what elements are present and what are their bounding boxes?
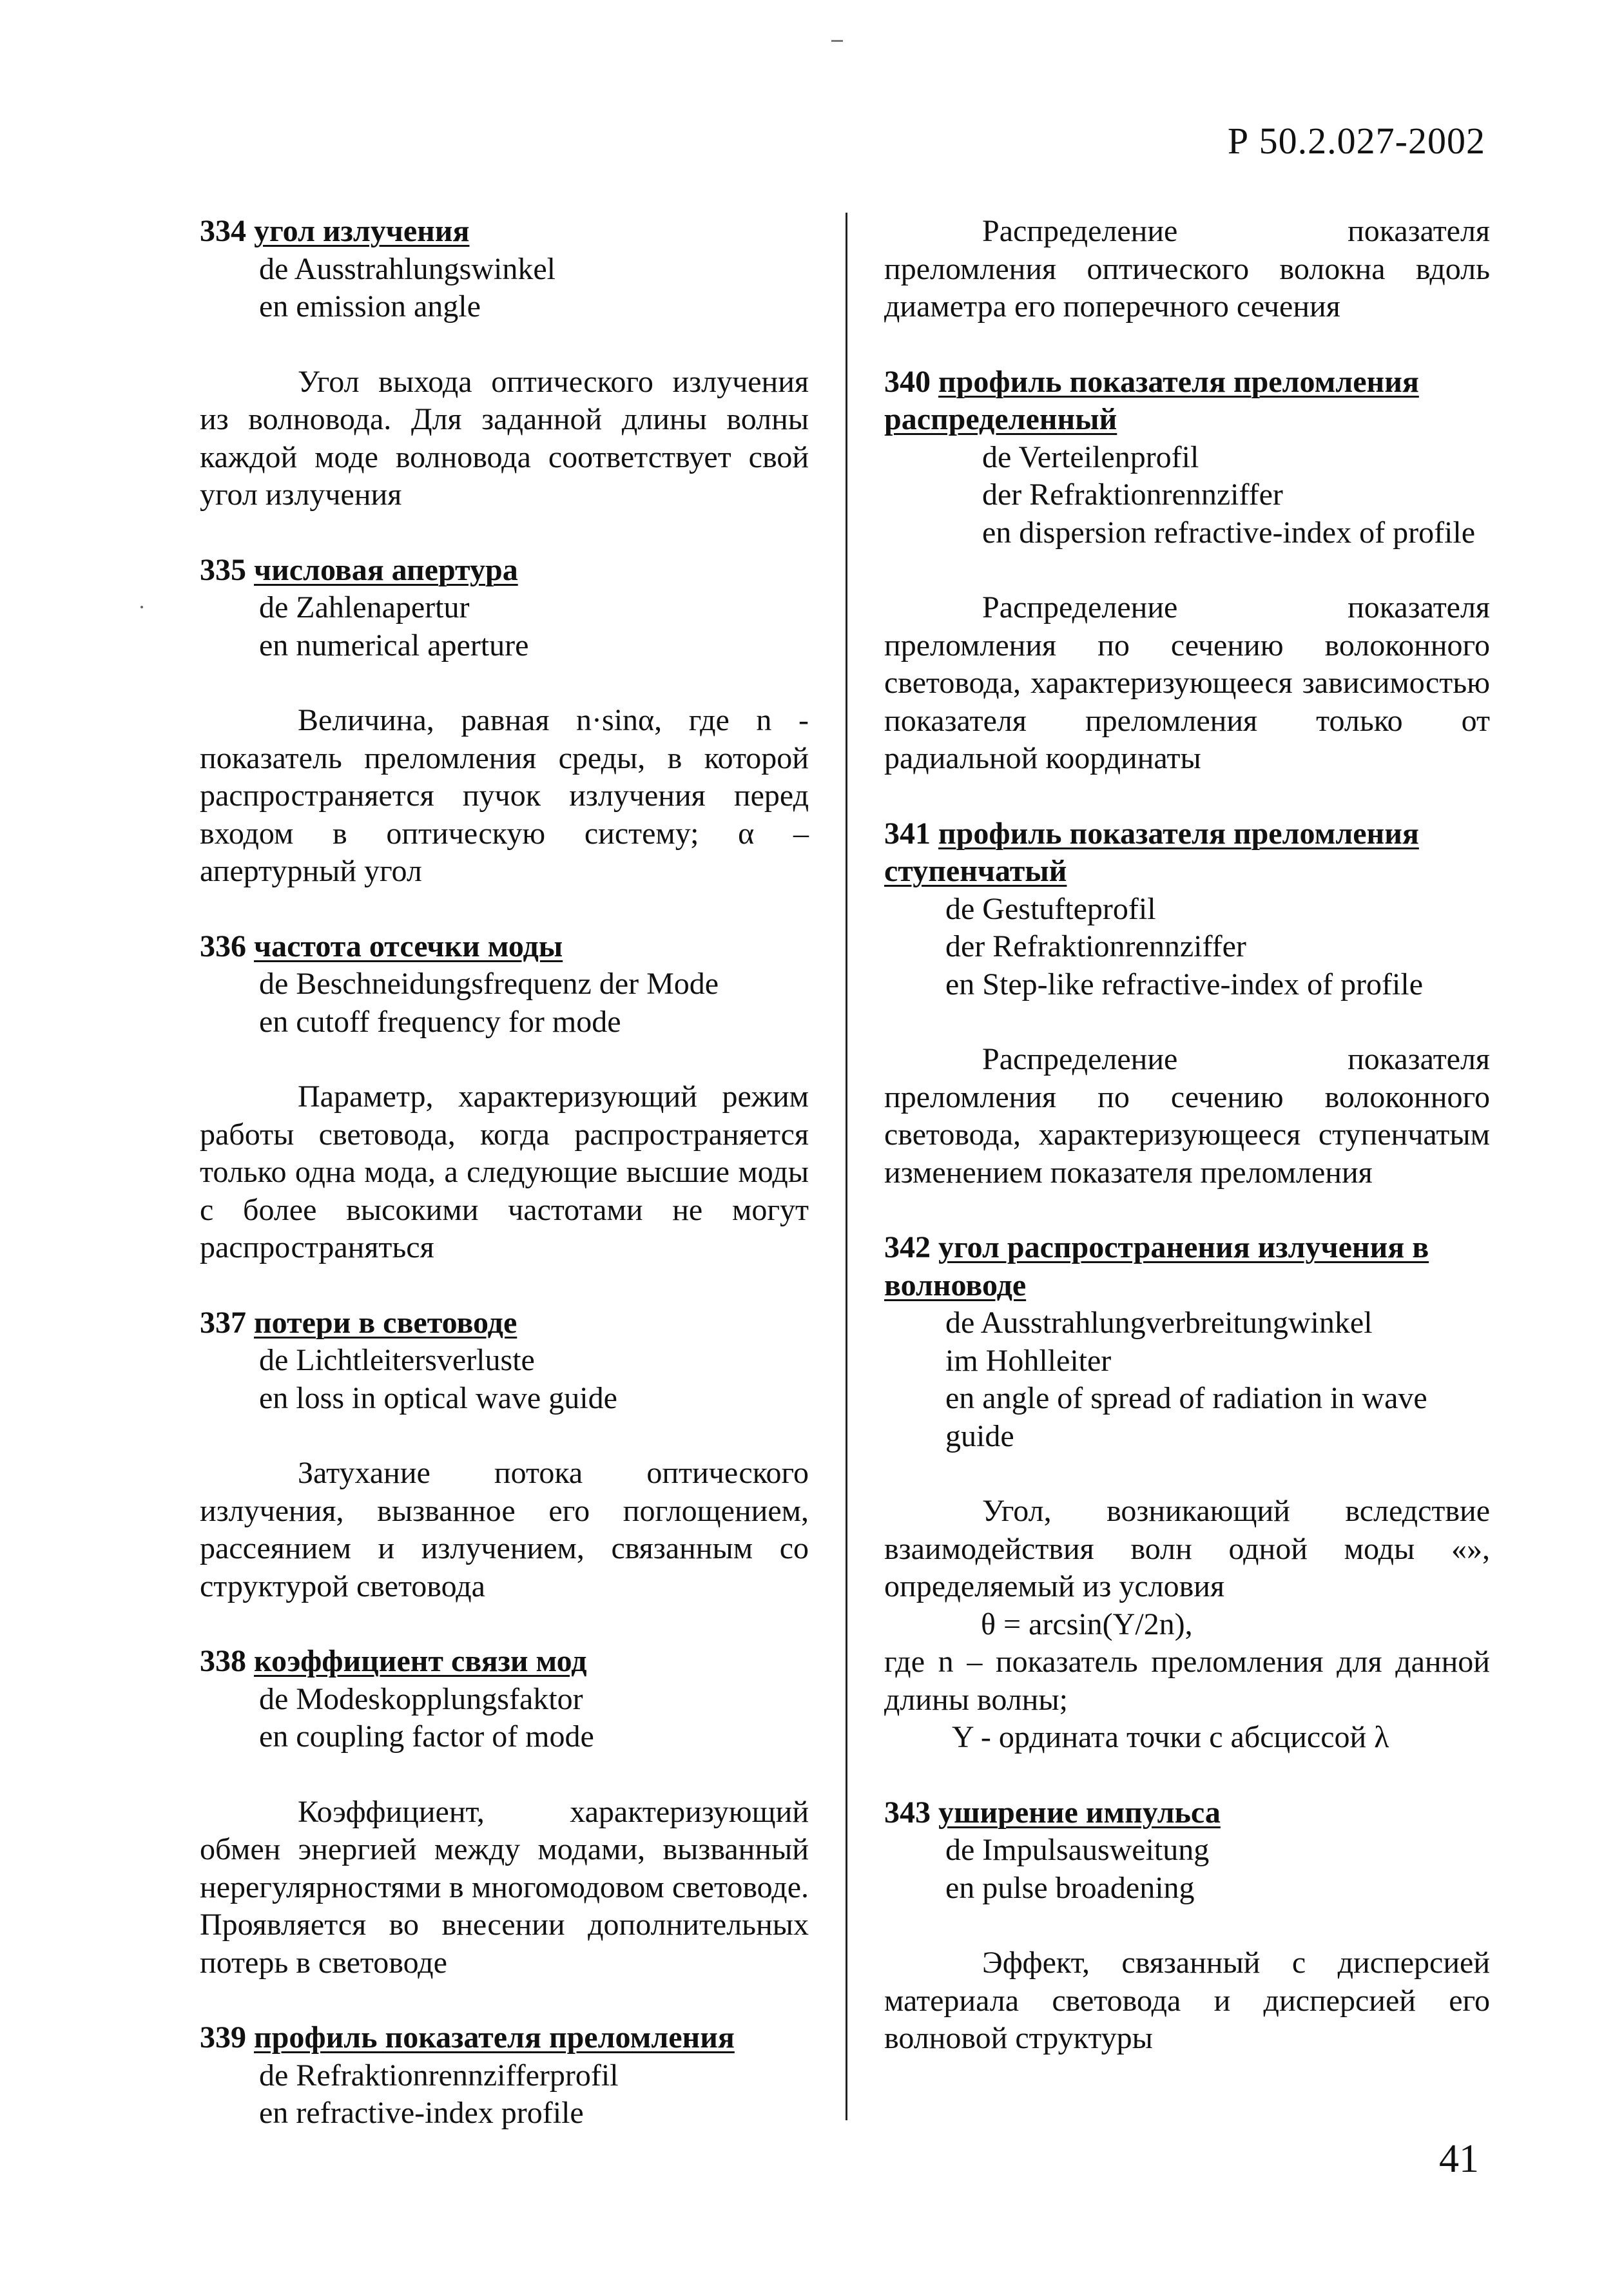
translation-de: de Ausstrahlungverbreitungwinkel bbox=[945, 1306, 1373, 1340]
term-title: коэффициент связи мод bbox=[254, 1644, 587, 1678]
term-heading bbox=[200, 213, 809, 251]
term-342 bbox=[884, 1229, 1490, 1757]
term-definition: Распределение показателя преломления по сечению волоконного световода, характеризующееся ступенчатым изменением показателя преломления bbox=[884, 1042, 1490, 1190]
term-title: угол излучения bbox=[254, 214, 470, 248]
term-title: уширение импульса bbox=[938, 1795, 1221, 1830]
term-336 bbox=[200, 928, 809, 1267]
term-heading bbox=[200, 1304, 809, 1342]
translation-en: en numerical aperture bbox=[259, 628, 529, 663]
translation-de: de Gestufteprofil bbox=[945, 891, 1156, 926]
term-heading bbox=[200, 928, 809, 966]
term-number: 336 bbox=[200, 929, 246, 963]
term-339 bbox=[200, 2019, 809, 2133]
document-code: Р 50.2.027-2002 bbox=[1227, 120, 1485, 162]
term-heading bbox=[884, 363, 1490, 439]
term-definition: Угол выхода оптического излучения из волновода. Для заданной длины волны каждой моде волновода соответствует свой угол излучения bbox=[200, 364, 809, 512]
term-number: 339 bbox=[200, 2020, 246, 2055]
term-heading bbox=[884, 1229, 1490, 1304]
term-definition: Эффект, связанный с дисперсией материала световода и дисперсией его волновой структуры bbox=[884, 1946, 1490, 2055]
term-339-definition bbox=[884, 213, 1490, 326]
term-title: частота отсечки моды bbox=[254, 929, 563, 963]
term-definition: Величина, равная n·sinα, где n - показатель преломления среды, в которой распространяется пучок излучения перед входом в оптическую систему; α – апертурный угол bbox=[200, 703, 809, 888]
term-338 bbox=[200, 1643, 809, 1982]
term-334 bbox=[200, 213, 809, 514]
term-number: 338 bbox=[200, 1644, 246, 1678]
left-column bbox=[200, 213, 809, 2170]
translation-en: en coupling factor of mode bbox=[259, 1719, 594, 1754]
term-definition: Затухание потока оптического излучения, вызванное его поглощением, рассеянием и излучением, связанным со структурой световода bbox=[200, 1456, 809, 1603]
term-heading bbox=[200, 2019, 809, 2057]
page-number: 41 bbox=[1439, 2137, 1479, 2181]
translation-de: de Verteilenprofil bbox=[982, 440, 1199, 474]
term-title: угол распространения излучения в волноводе bbox=[884, 1230, 1429, 1302]
term-title: профиль показателя преломления ступенчатый bbox=[884, 816, 1419, 888]
translation-en-2: guide bbox=[945, 1418, 1014, 1453]
term-heading bbox=[200, 1643, 809, 1681]
term-343 bbox=[884, 1794, 1490, 2058]
term-number: 341 bbox=[884, 816, 931, 851]
term-title: потери в световоде bbox=[254, 1305, 517, 1340]
translation-en: en cutoff frequency for mode bbox=[259, 1004, 621, 1039]
translation-de-2: der Refraktionrennziffer bbox=[982, 478, 1283, 512]
translation-en: en angle of spread of radiation in wave bbox=[945, 1381, 1427, 1415]
term-heading bbox=[200, 552, 809, 590]
formula-where-n: где n – показатель преломления для данной длины волны; bbox=[884, 1645, 1490, 1717]
term-number: 343 bbox=[884, 1795, 931, 1830]
translation-en: en emission angle bbox=[259, 289, 481, 324]
term-title: числовая апертура bbox=[254, 552, 518, 587]
term-335 bbox=[200, 552, 809, 891]
translation-en: en refractive-index profile bbox=[259, 2096, 584, 2130]
term-341 bbox=[884, 815, 1490, 1192]
term-number: 342 bbox=[884, 1230, 931, 1264]
term-heading bbox=[884, 815, 1490, 891]
translation-de: de Modeskopplungsfaktor bbox=[259, 1681, 583, 1716]
term-definition: Распределение показателя преломления оптического волокна вдоль диаметра его поперечного сечения bbox=[884, 214, 1490, 324]
translation-de: de Ausstrahlungswinkel bbox=[259, 251, 556, 286]
term-definition: Параметр, характеризующий режим работы световода, когда распространяется только одна мода, а следующие высшие моды с более высокими частотами не могут распространяться bbox=[200, 1079, 809, 1264]
term-337 bbox=[200, 1304, 809, 1606]
translation-en: en Step-like refractive-index of profile bbox=[945, 967, 1423, 1001]
translation-de: de Zahlenapertur bbox=[259, 590, 470, 624]
right-column bbox=[884, 213, 1490, 2095]
term-heading bbox=[884, 1794, 1490, 1832]
translation-de: de Beschneidungsfrequenz der Mode bbox=[259, 967, 719, 1001]
translation-en: en pulse broadening bbox=[945, 1870, 1195, 1905]
term-number: 337 bbox=[200, 1305, 246, 1340]
term-definition: Угол, возникающий вследствие взаимодействия волн одной моды «», определяемый из условия bbox=[884, 1494, 1490, 1603]
translation-en: en dispersion refractive-index of profile bbox=[982, 515, 1476, 550]
term-definition: Коэффициент, характеризующий обмен энергией между модами, вызванный нерегулярностями в многомодовом световоде. Проявляется во внесении дополнительных потерь в световоде bbox=[200, 1794, 809, 1980]
term-number: 334 bbox=[200, 214, 246, 248]
term-340 bbox=[884, 363, 1490, 778]
formula: θ = arcsin(Y/2n), bbox=[981, 1607, 1193, 1641]
translation-de: de Impulsausweitung bbox=[945, 1833, 1210, 1867]
translation-de: de Refraktionrennzifferprofil bbox=[259, 2058, 619, 2093]
translation-de-2: im Hohlleiter bbox=[945, 1343, 1112, 1378]
column-divider bbox=[846, 213, 847, 2120]
term-title: профиль показателя преломления распределенный bbox=[884, 364, 1419, 436]
term-number: 335 bbox=[200, 552, 246, 587]
term-number: 340 bbox=[884, 364, 931, 399]
formula-where-y: Y - ордината точки с абсциссой λ bbox=[952, 1720, 1389, 1754]
scan-dot bbox=[140, 606, 143, 608]
translation-de-2: der Refraktionrennziffer bbox=[945, 929, 1246, 963]
term-definition: Распределение показателя преломления по сечению волоконного световода, характеризующееся зависимостью показателя преломления только от радиальной координаты bbox=[884, 590, 1490, 775]
scan-mark bbox=[831, 40, 843, 42]
translation-de: de Lichtleitersverluste bbox=[259, 1343, 535, 1377]
translation-en: en loss in optical wave guide bbox=[259, 1380, 617, 1415]
term-title: профиль показателя преломления bbox=[254, 2020, 735, 2055]
